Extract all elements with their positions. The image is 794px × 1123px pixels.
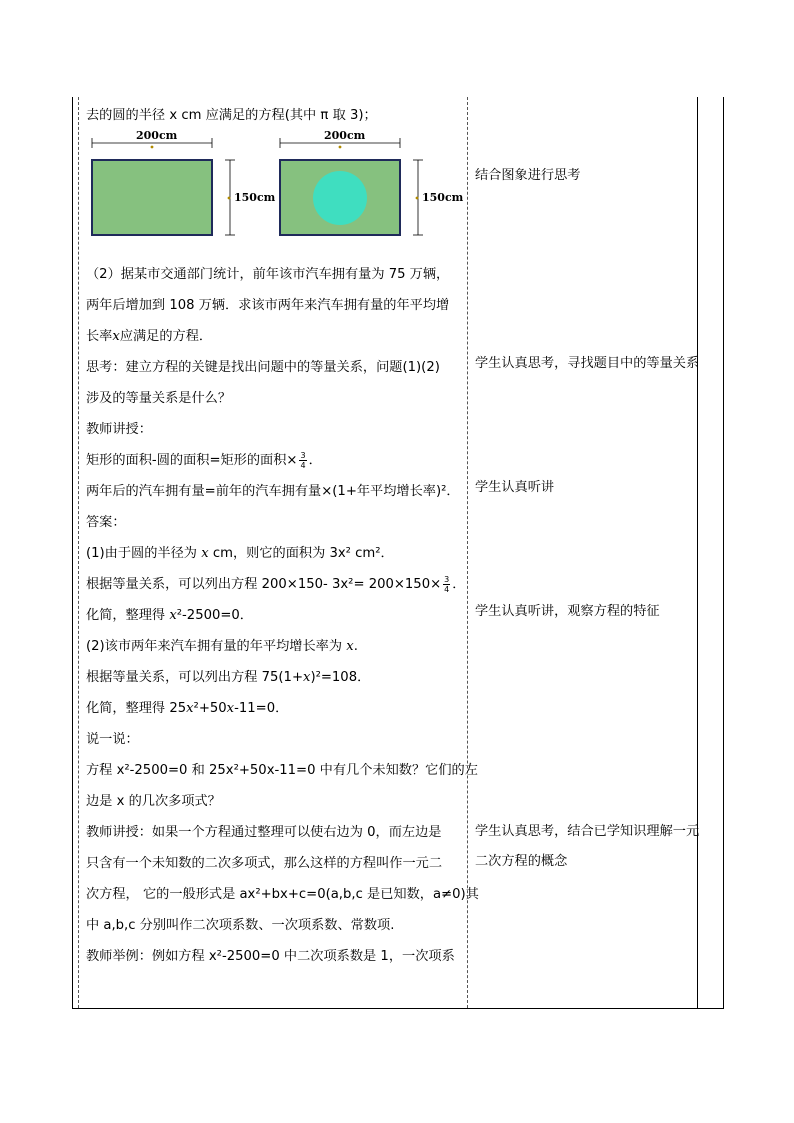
plain-rectangle-figure (92, 138, 235, 235)
height-label-1: 150cm (234, 191, 276, 204)
answer-label: 答案： (86, 515, 126, 530)
student-activity-3 (475, 473, 705, 503)
student-activity-4 (475, 597, 705, 627)
circular-hole (313, 171, 367, 225)
think-line1: 思考：建立方程的关键是找出问题中的等量关系，问题(1)(2) (86, 360, 440, 375)
relation-growth: 两年后的汽车拥有量=前年的汽车拥有量×(1+年平均增长率)²． (86, 484, 460, 499)
intro-text: 去的圆的半径 x cm 应满足的方程(其中 π 取 3)； (86, 108, 377, 123)
definition-line4: 中 a,b,c 分别叫作二次项系数、一次项系数、常数项. (86, 918, 395, 933)
student-activity-text-5: 学生认真思考，结合已学知识理解一元二次方程的概念 (475, 824, 700, 869)
student-activity-text-1: 结合图象进行思考 (475, 168, 581, 183)
example-line: 教师举例：例如方程 x²-2500=0 中二次项系数是 1，一次项系 (86, 949, 455, 964)
student-activity-5 (475, 817, 705, 877)
say-question-line2: 边是 x 的几次多项式？ (86, 794, 221, 809)
figure (86, 129, 468, 253)
rectangles-diagram (86, 135, 468, 253)
teacher-lecture-label: 教师讲授： (86, 422, 152, 437)
definition-line3: 次方程， 它的一般形式是 ax²+bx+c=0(a,b,c 是已知数，a≠0)其 (86, 887, 479, 902)
say-label: 说一说： (86, 732, 139, 747)
fraction-three-quarters-2: $\frac{3}{4}$ (444, 574, 450, 594)
say-question-line1: 方程 x²-2500=0 和 25x²+50x-11=0 中有几个未知数？它们的左 (86, 763, 478, 778)
answer2-rate: (2)该市两年来汽车拥有量的年平均增长率为 x. (86, 639, 358, 654)
column-divider-left (78, 97, 79, 1008)
answer2-equation: 根据等量关系，可以列出方程 75(1+x)²=108． (86, 670, 371, 685)
width-label-2: 200cm (324, 129, 366, 142)
table-bottom-border (72, 1008, 724, 1009)
answer1-radius: (1)由于圆的半径为 x cm，则它的面积为 3x² cm²． (86, 546, 394, 561)
answer1-equation: 根据等量关系，可以列出方程 200×150- 3x²= 200×150× $\frac{3}{4}$ ． (86, 574, 466, 594)
student-activity-2 (475, 349, 705, 379)
definition-line2: 只含有一个未知数的二次多项式，那么这样的方程叫作一元二 (86, 856, 443, 871)
table-left-border (72, 97, 73, 1009)
rectangle-with-circle-figure (280, 138, 423, 235)
problem2-line2: 两年后增加到 108 万辆．求该市两年来汽车拥有量的年平均增 (86, 298, 450, 313)
student-activity-text-4: 学生认真听讲，观察方程的特征 (475, 604, 660, 619)
student-activity-text-2: 学生认真思考，寻找题目中的等量关系 (475, 356, 700, 371)
height-label-2: 150cm (422, 191, 464, 204)
relation-area: 矩形的面积-圆的面积=矩形的面积× $\frac{3}{4}$ ． (86, 450, 322, 470)
student-activity-1 (475, 161, 705, 191)
definition-line1: 教师讲授：如果一个方程通过整理可以使右边为 0，而左边是 (86, 825, 442, 840)
lesson-content (86, 100, 479, 972)
answer2-simplified: 化简，整理得 25x²+50x-11=0． (86, 701, 289, 716)
plain-rectangle (92, 160, 212, 235)
problem2-line1: （2）据某市交通部门统计，前年该市汽车拥有量为 75 万辆， (86, 267, 450, 282)
width-label-1: 200cm (136, 129, 178, 142)
problem2-line3: 长率x应满足的方程． (86, 329, 213, 344)
student-activity-text-3: 学生认真听讲 (475, 480, 555, 495)
table-right-border (723, 97, 724, 1009)
think-line2: 涉及的等量关系是什么？ (86, 391, 232, 406)
fraction-three-quarters: $\frac{3}{4}$ (300, 450, 306, 470)
answer1-simplified: 化简，整理得 x²-2500=0． (86, 608, 253, 623)
